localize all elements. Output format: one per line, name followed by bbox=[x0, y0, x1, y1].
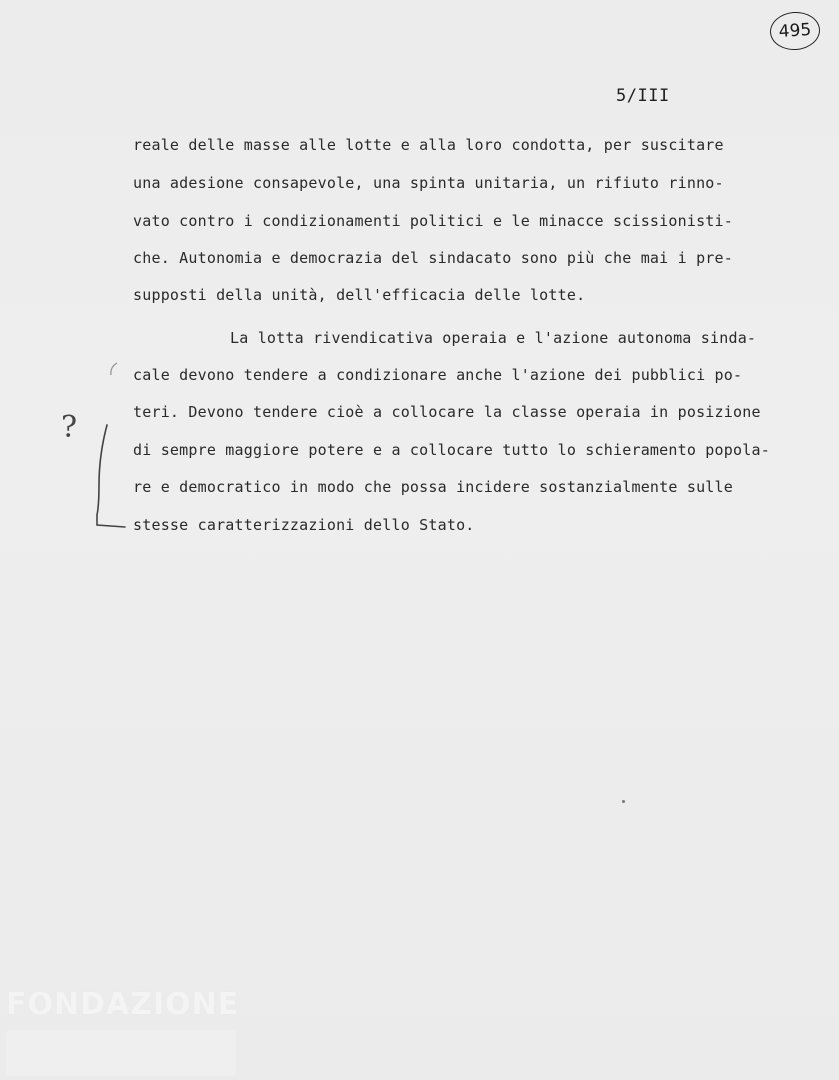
folio-stamp: 495 bbox=[769, 10, 822, 51]
text-line: reale delle masse alle lotte e alla loro condotta, per suscitare bbox=[133, 136, 724, 154]
page-number: 5/III bbox=[616, 86, 670, 106]
text-line: che. Autonomia e democrazia del sindacato sono più che mai i pre- bbox=[133, 249, 733, 267]
text-line: stesse caratterizzazioni dello Stato. bbox=[133, 516, 475, 534]
text-line: teri. Devono tendere cioè a collocare la classe operaia in posizione bbox=[133, 403, 761, 421]
watermark: FONDAZIONE bbox=[6, 987, 240, 1022]
text-line: La lotta rivendicativa operaia e l'azione autonoma sinda- bbox=[230, 329, 757, 347]
margin-bracket-annotation bbox=[55, 355, 135, 540]
text-line: vato contro i condizionamenti politici e le minacce scissionisti- bbox=[133, 212, 733, 230]
watermark-logo bbox=[6, 1030, 236, 1076]
question-mark-annotation: ? bbox=[61, 410, 78, 445]
text-line: di sempre maggiore potere e a collocare tutto lo schieramento popola- bbox=[133, 441, 770, 459]
text-line: una adesione consapevole, una spinta unitaria, un rifiuto rinno- bbox=[133, 174, 724, 192]
paper-speck bbox=[622, 800, 625, 803]
text-line: cale devono tendere a condizionare anche l'azione dei pubblici po- bbox=[133, 366, 743, 384]
text-line: re e democratico in modo che possa incidere sostanzialmente sulle bbox=[133, 478, 733, 496]
text-line: supposti della unità, dell'efficacia delle lotte. bbox=[133, 286, 586, 304]
